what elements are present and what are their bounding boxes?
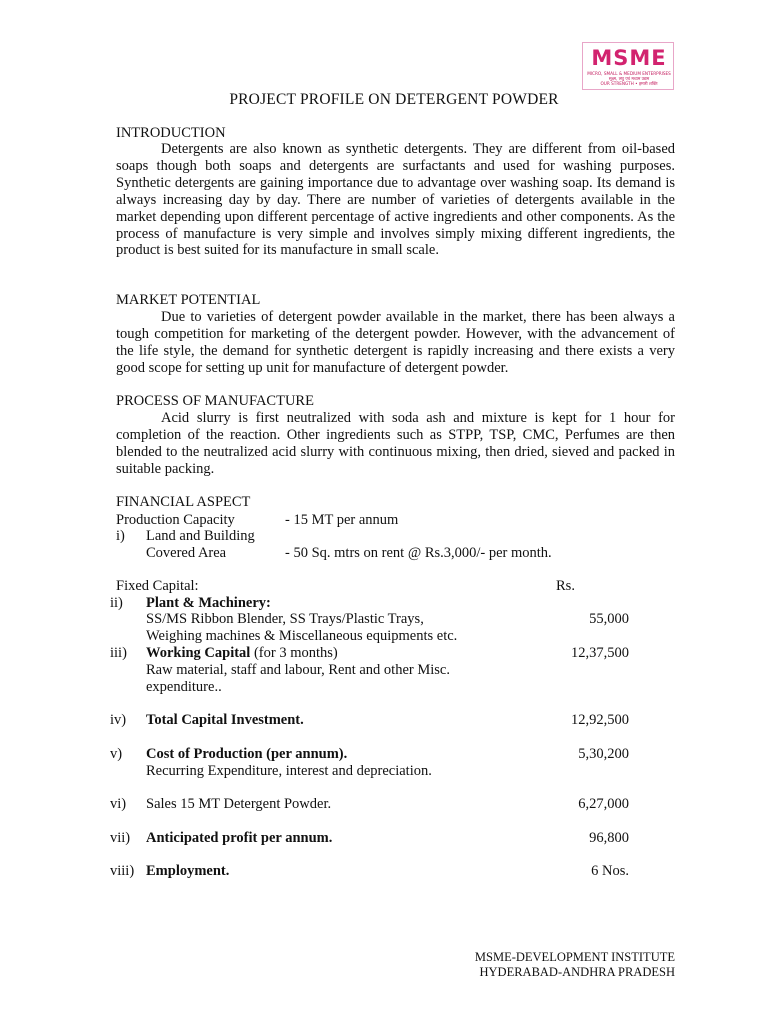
- item-number: vii): [110, 830, 131, 846]
- rs-column-label: Rs.: [556, 578, 575, 594]
- item-description: Raw material, staff and labour, Rent and other Misc.: [146, 662, 450, 678]
- item-number: ii): [110, 595, 123, 611]
- market-heading: MARKET POTENTIAL: [116, 292, 261, 308]
- introduction-heading: INTRODUCTION: [116, 125, 226, 141]
- logo-wordmark: MSME: [591, 46, 667, 70]
- item-description: Weighing machines & Miscellaneous equipments etc.: [146, 628, 458, 644]
- item-title: [146, 863, 229, 880]
- land-number: i): [116, 528, 125, 544]
- item-title-extra: (for 3 months): [250, 645, 338, 661]
- item-title: [146, 746, 347, 763]
- financial-heading: FINANCIAL ASPECT: [116, 494, 251, 510]
- item-value: 55,000: [589, 611, 629, 627]
- item-value: 12,37,500: [571, 645, 629, 661]
- process-paragraph: Acid slurry is first neutralized with soda ash and mixture is kept for 1 hour for completion of the reaction. Other ingredients such as STPP, TSP, CMC, Perfumes are then blended to the neutralized acid slurry with continuous mixing, then dried, sieved and packed in suitable packing.: [116, 410, 675, 477]
- logo-tagline-english: MICRO, SMALL & MEDIUM ENTERPRISES: [587, 71, 671, 76]
- item-title: [146, 645, 338, 662]
- item-number: iv): [110, 712, 127, 728]
- item-number: v): [110, 746, 123, 762]
- covered-area-label: Covered Area: [146, 545, 227, 561]
- capacity-label: Production Capacity: [116, 512, 235, 528]
- item-value: 6,27,000: [578, 796, 629, 812]
- fixed-capital-label: Fixed Capital:: [116, 578, 199, 594]
- covered-area-value: - 50 Sq. mtrs on rent @ Rs.3,000/- per month.: [285, 545, 552, 561]
- item-value: 12,92,500: [571, 712, 629, 728]
- item-number: vi): [110, 796, 127, 812]
- footer-institute: MSME-DEVELOPMENT INSTITUTE: [474, 950, 675, 964]
- process-heading: PROCESS OF MANUFACTURE: [116, 393, 314, 409]
- item-title-bold: Anticipated profit per annum.: [146, 830, 333, 846]
- item-title: [146, 830, 332, 847]
- item-description: Recurring Expenditure, interest and depreciation.: [146, 763, 432, 779]
- capacity-value: - 15 MT per annum: [285, 512, 399, 528]
- item-value: 5,30,200: [578, 746, 629, 762]
- footer-location: HYDERABAD-ANDHRA PRADESH: [479, 965, 675, 979]
- item-title: Sales 15 MT Detergent Powder.: [146, 796, 332, 812]
- item-title-bold: Total Capital Investment.: [146, 712, 304, 728]
- item-number: iii): [110, 645, 127, 661]
- footer: [475, 950, 675, 980]
- item-title-bold: Cost of Production (per annum).: [146, 746, 348, 762]
- item-value: 6 Nos.: [591, 863, 629, 879]
- page-title: PROJECT PROFILE ON DETERGENT POWDER: [229, 91, 559, 108]
- msme-logo: [582, 42, 674, 90]
- market-paragraph: Due to varieties of detergent powder available in the market, there has been always a tough competition for marketing of the detergent powder. However, with the advancement of the life style, the demand for synthetic detergent is rapidly increasing and there exists a very good scope for setting up unit for manufacture of detergent powder.: [116, 309, 675, 376]
- item-description: expenditure..: [146, 679, 222, 695]
- introduction-paragraph: Detergents are also known as synthetic detergents. They are different from oil-based soaps though both soaps and detergents are surfactants and used for washing purposes. Synthetic detergents are gaining importance due to advantage over washing soap. Its demand is always increasing day by day. There are number of varieties of detergents available in the market depending upon different percentage of active ingredients and other components. As the process of manufacture is very simple and involves simply mixing different ingredients, the product is best suited for its manufacture in small scale.: [116, 141, 675, 259]
- land-label: Land and Building: [146, 528, 255, 544]
- item-title-bold: Working Capital: [146, 645, 251, 661]
- item-title-bold: Plant & Machinery:: [146, 595, 271, 611]
- item-title-bold: Employment.: [146, 863, 230, 879]
- item-number: viii): [110, 863, 135, 879]
- item-title: [146, 595, 271, 612]
- logo-tagline-hindi: सूक्ष्म, लघु एवं मध्यम उद्यम: [608, 76, 650, 81]
- logo-tagline-strength: OUR STRENGTH • हमारी शक्ति: [600, 81, 658, 86]
- item-description: SS/MS Ribbon Blender, SS Trays/Plastic Trays,: [146, 611, 424, 627]
- item-title: [146, 712, 304, 729]
- item-value: 96,800: [589, 830, 629, 846]
